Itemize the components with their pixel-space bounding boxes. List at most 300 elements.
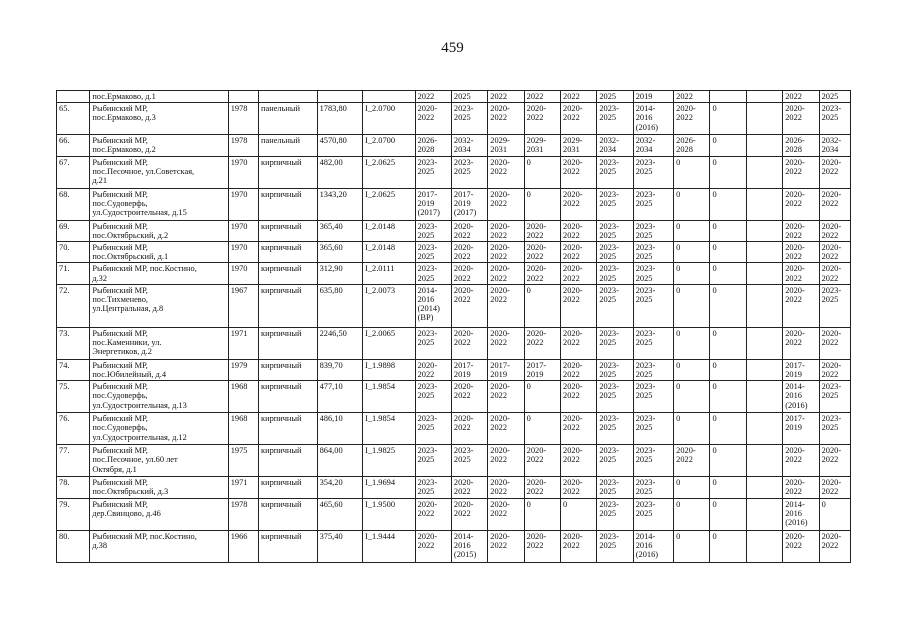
row-number-cell: 76.: [57, 413, 90, 445]
index-cell: I_2.0065: [363, 327, 416, 359]
period-cell: 2020- 2022: [415, 103, 451, 135]
period-cell: 0: [710, 135, 746, 156]
year-cell: 1970: [228, 242, 258, 263]
period-cell: 2020- 2022: [488, 220, 524, 241]
period-cell: 2023- 2025: [819, 413, 850, 445]
area-cell: 864,00: [317, 445, 362, 477]
period-cell: 2020- 2022: [451, 477, 487, 498]
period-cell: 2023- 2025: [597, 103, 633, 135]
row-number-cell: 75.: [57, 381, 90, 413]
period-cell: 2022: [561, 91, 597, 103]
period-cell: 2023- 2025: [597, 381, 633, 413]
period-cell: [746, 477, 782, 498]
period-cell: 0: [710, 188, 746, 220]
period-cell: 0: [674, 284, 710, 327]
year-cell: [228, 91, 258, 103]
period-cell: 2023- 2025: [597, 188, 633, 220]
wall-material-cell: кирпичный: [259, 359, 318, 380]
table-row: [57, 359, 851, 380]
year-cell: 1978: [228, 135, 258, 156]
area-cell: 1783,80: [317, 103, 362, 135]
address-cell: Рыбинский МР, пос.Юбилейный, д.4: [90, 359, 228, 380]
period-cell: 0: [674, 530, 710, 562]
period-cell: 2020- 2022: [524, 445, 560, 477]
period-cell: 2020- 2022: [488, 530, 524, 562]
period-cell: 2014- 2016 (2015): [451, 530, 487, 562]
wall-material-cell: кирпичный: [259, 498, 318, 530]
address-cell: Рыбинский МР, пос.Судоверфь, ул.Судостроительная, д.13: [90, 381, 228, 413]
period-cell: 2023- 2025: [633, 220, 673, 241]
index-cell: I_1.9854: [363, 381, 416, 413]
period-cell: 2020- 2022: [783, 530, 819, 562]
address-cell: Рыбинский МР, пос.Судоверфь, ул.Судостроительная, д.15: [90, 188, 228, 220]
period-cell: 0: [710, 530, 746, 562]
area-cell: 2246,50: [317, 327, 362, 359]
period-cell: 2023- 2025: [597, 284, 633, 327]
index-cell: I_1.9500: [363, 498, 416, 530]
wall-material-cell: [259, 91, 318, 103]
table-row: [57, 413, 851, 445]
wall-material-cell: кирпичный: [259, 530, 318, 562]
period-cell: 2014- 2016 (2016): [633, 103, 673, 135]
area-cell: 365,60: [317, 242, 362, 263]
period-cell: [746, 156, 782, 188]
table-row: [57, 103, 851, 135]
table-row: [57, 477, 851, 498]
period-cell: 2020- 2022: [561, 188, 597, 220]
period-cell: 0: [674, 220, 710, 241]
index-cell: I_2.0148: [363, 220, 416, 241]
period-cell: 2022: [524, 91, 560, 103]
period-cell: [746, 103, 782, 135]
wall-material-cell: кирпичный: [259, 220, 318, 241]
period-cell: 0: [674, 242, 710, 263]
index-cell: I_1.9825: [363, 445, 416, 477]
address-cell: Рыбинский МР, пос.Ермаково, д.3: [90, 103, 228, 135]
row-number-cell: 70.: [57, 242, 90, 263]
period-cell: 0: [819, 498, 850, 530]
period-cell: 2020- 2022: [488, 445, 524, 477]
period-cell: 2020- 2022: [783, 263, 819, 284]
period-cell: 2020- 2022: [524, 220, 560, 241]
period-cell: 2025: [597, 91, 633, 103]
period-cell: 2023- 2025: [415, 156, 451, 188]
area-cell: 477,10: [317, 381, 362, 413]
period-cell: 2017- 2019: [783, 359, 819, 380]
period-cell: 0: [524, 284, 560, 327]
period-cell: 0: [674, 381, 710, 413]
period-cell: 2014- 2016 (2016): [633, 530, 673, 562]
table-row: [57, 220, 851, 241]
period-cell: 2020- 2022: [415, 498, 451, 530]
period-cell: 2020- 2022: [819, 359, 850, 380]
period-cell: 2020- 2022: [783, 156, 819, 188]
index-cell: [363, 91, 416, 103]
period-cell: 0: [710, 445, 746, 477]
period-cell: 2020- 2022: [415, 530, 451, 562]
period-cell: [746, 91, 782, 103]
period-cell: 2017- 2019 (2017): [451, 188, 487, 220]
period-cell: 0: [674, 188, 710, 220]
period-cell: 0: [524, 498, 560, 530]
row-number-cell: 72.: [57, 284, 90, 327]
index-cell: I_2.0148: [363, 242, 416, 263]
address-cell: Рыбинский МР, пос.Октябрьский, д.3: [90, 477, 228, 498]
period-cell: [746, 263, 782, 284]
year-cell: 1970: [228, 263, 258, 284]
period-cell: 2020- 2022: [488, 413, 524, 445]
period-cell: 2023- 2025: [415, 327, 451, 359]
period-cell: 2019: [633, 91, 673, 103]
address-cell: Рыбинский МР, пос.Костино, д.38: [90, 530, 228, 562]
period-cell: 2020- 2022: [451, 220, 487, 241]
period-cell: 2020- 2022: [488, 381, 524, 413]
period-cell: 2020- 2022: [561, 284, 597, 327]
period-cell: [746, 135, 782, 156]
address-cell: Рыбинский МР, пос.Костино, д.32: [90, 263, 228, 284]
period-cell: 2020- 2022: [674, 445, 710, 477]
period-cell: 2014- 2016 (2014) (ВР): [415, 284, 451, 327]
period-cell: 2023- 2025: [597, 498, 633, 530]
period-cell: 2023- 2025: [633, 156, 673, 188]
year-cell: 1978: [228, 498, 258, 530]
row-number-cell: 78.: [57, 477, 90, 498]
period-cell: 2023- 2025: [415, 477, 451, 498]
period-cell: 2014- 2016 (2016): [783, 498, 819, 530]
period-cell: 2023- 2025: [597, 156, 633, 188]
period-cell: [746, 284, 782, 327]
period-cell: 2020- 2022: [561, 103, 597, 135]
period-cell: 2023- 2025: [597, 477, 633, 498]
period-cell: 2020- 2022: [488, 156, 524, 188]
period-cell: [746, 327, 782, 359]
period-cell: 2020- 2022: [783, 188, 819, 220]
period-cell: 0: [674, 156, 710, 188]
year-cell: 1968: [228, 413, 258, 445]
index-cell: I_2.0625: [363, 188, 416, 220]
table-row: [57, 445, 851, 477]
period-cell: [746, 530, 782, 562]
period-cell: [746, 359, 782, 380]
period-cell: 2023- 2025: [597, 359, 633, 380]
period-cell: 0: [674, 413, 710, 445]
row-number-cell: 68.: [57, 188, 90, 220]
period-cell: 0: [674, 498, 710, 530]
period-cell: 2020- 2022: [451, 413, 487, 445]
address-cell: Рыбинский МР, пос.Тихменево, ул.Центральная, д.8: [90, 284, 228, 327]
period-cell: 2023- 2025: [819, 381, 850, 413]
wall-material-cell: кирпичный: [259, 284, 318, 327]
period-cell: 2020- 2022: [674, 103, 710, 135]
year-cell: 1966: [228, 530, 258, 562]
period-cell: 2023- 2025: [633, 381, 673, 413]
period-cell: 2020- 2022: [819, 445, 850, 477]
address-cell: Рыбинский МР, дер.Свинцово, д.46: [90, 498, 228, 530]
period-cell: 2020- 2022: [819, 530, 850, 562]
period-cell: 2022: [488, 91, 524, 103]
period-cell: 2020- 2022: [561, 413, 597, 445]
period-cell: 0: [710, 498, 746, 530]
period-cell: 2020- 2022: [488, 242, 524, 263]
wall-material-cell: панельный: [259, 103, 318, 135]
period-cell: 2020- 2022: [415, 359, 451, 380]
index-cell: I_1.9854: [363, 413, 416, 445]
period-cell: 2023- 2025: [415, 220, 451, 241]
index-cell: I_2.0700: [363, 135, 416, 156]
wall-material-cell: кирпичный: [259, 413, 318, 445]
period-cell: 2023- 2025: [633, 263, 673, 284]
year-cell: 1967: [228, 284, 258, 327]
period-cell: 2020- 2022: [783, 445, 819, 477]
period-cell: [746, 445, 782, 477]
area-cell: 312,90: [317, 263, 362, 284]
period-cell: 2023- 2025: [819, 103, 850, 135]
period-cell: 2020- 2022: [561, 530, 597, 562]
period-cell: 2029- 2031: [488, 135, 524, 156]
period-cell: 0: [710, 327, 746, 359]
table-body: [57, 91, 851, 563]
address-cell: Рыбинский МР, пос.Песочное, ул.Советская, д.21: [90, 156, 228, 188]
area-cell: 375,40: [317, 530, 362, 562]
period-cell: 2020- 2022: [451, 381, 487, 413]
row-number-cell: 71.: [57, 263, 90, 284]
period-cell: 2023- 2025: [633, 284, 673, 327]
table-row: [57, 91, 851, 103]
period-cell: 2020- 2022: [783, 477, 819, 498]
row-number-cell: 77.: [57, 445, 90, 477]
period-cell: [746, 498, 782, 530]
period-cell: 0: [524, 413, 560, 445]
period-cell: 0: [710, 103, 746, 135]
period-cell: 2022: [674, 91, 710, 103]
area-cell: 486,10: [317, 413, 362, 445]
period-cell: 0: [710, 413, 746, 445]
period-cell: [746, 220, 782, 241]
period-cell: 2023- 2025: [597, 242, 633, 263]
period-cell: 2020- 2022: [819, 263, 850, 284]
period-cell: 2017- 2019: [783, 413, 819, 445]
row-number-cell: 80.: [57, 530, 90, 562]
period-cell: 0: [710, 263, 746, 284]
period-cell: 2032- 2034: [451, 135, 487, 156]
index-cell: I_1.9444: [363, 530, 416, 562]
period-cell: 2020- 2022: [451, 498, 487, 530]
period-cell: 2020- 2022: [561, 220, 597, 241]
row-number-cell: 66.: [57, 135, 90, 156]
period-cell: 2020- 2022: [819, 220, 850, 241]
year-cell: 1970: [228, 220, 258, 241]
period-cell: 0: [710, 477, 746, 498]
wall-material-cell: кирпичный: [259, 381, 318, 413]
period-cell: 2023- 2025: [597, 220, 633, 241]
area-cell: 354,20: [317, 477, 362, 498]
period-cell: 2020- 2022: [783, 103, 819, 135]
wall-material-cell: кирпичный: [259, 445, 318, 477]
address-cell: Рыбинский МР, пос.Каменники, ул. Энергетиков, д.2: [90, 327, 228, 359]
period-cell: 2020- 2022: [819, 242, 850, 263]
period-cell: 2017- 2019: [524, 359, 560, 380]
period-cell: 2020- 2022: [783, 220, 819, 241]
period-cell: 2020- 2022: [819, 477, 850, 498]
year-cell: 1968: [228, 381, 258, 413]
period-cell: 2026- 2028: [674, 135, 710, 156]
row-number-cell: 74.: [57, 359, 90, 380]
period-cell: 0: [561, 498, 597, 530]
index-cell: I_2.0625: [363, 156, 416, 188]
area-cell: 465,60: [317, 498, 362, 530]
period-cell: 0: [674, 327, 710, 359]
period-cell: 2023- 2025: [819, 284, 850, 327]
index-cell: I_2.0700: [363, 103, 416, 135]
period-cell: [746, 188, 782, 220]
wall-material-cell: кирпичный: [259, 242, 318, 263]
period-cell: 0: [710, 156, 746, 188]
period-cell: 2020- 2022: [524, 530, 560, 562]
period-cell: 0: [524, 188, 560, 220]
period-cell: 2017- 2019: [451, 359, 487, 380]
index-cell: I_1.9898: [363, 359, 416, 380]
wall-material-cell: кирпичный: [259, 188, 318, 220]
period-cell: 2023- 2025: [633, 413, 673, 445]
period-cell: 2020- 2022: [524, 477, 560, 498]
period-cell: 2032- 2034: [597, 135, 633, 156]
period-cell: 2020- 2022: [524, 327, 560, 359]
period-cell: 2023- 2025: [597, 263, 633, 284]
housing-repair-schedule-table: [56, 90, 851, 563]
period-cell: 2025: [819, 91, 850, 103]
area-cell: 365,40: [317, 220, 362, 241]
period-cell: 2020- 2022: [561, 445, 597, 477]
address-cell: Рыбинский МР, пос.Песочное, ул.60 лет Октября, д.1: [90, 445, 228, 477]
year-cell: 1971: [228, 327, 258, 359]
area-cell: 482,00: [317, 156, 362, 188]
period-cell: 2022: [783, 91, 819, 103]
period-cell: 2020- 2022: [819, 327, 850, 359]
address-cell: Рыбинский МР, пос.Октябрьский, д.2: [90, 220, 228, 241]
year-cell: 1975: [228, 445, 258, 477]
period-cell: 2020- 2022: [524, 242, 560, 263]
period-cell: 0: [674, 263, 710, 284]
area-cell: 4570,80: [317, 135, 362, 156]
period-cell: 0: [710, 359, 746, 380]
table-row: [57, 156, 851, 188]
period-cell: 2020- 2022: [783, 327, 819, 359]
period-cell: 2020- 2022: [488, 477, 524, 498]
year-cell: 1979: [228, 359, 258, 380]
period-cell: 2022: [415, 91, 451, 103]
row-number-cell: 67.: [57, 156, 90, 188]
year-cell: 1978: [228, 103, 258, 135]
row-number-cell: 69.: [57, 220, 90, 241]
period-cell: 2026- 2028: [415, 135, 451, 156]
period-cell: 2020- 2022: [783, 242, 819, 263]
period-cell: 2032- 2034: [819, 135, 850, 156]
period-cell: 2020- 2022: [561, 477, 597, 498]
period-cell: 2020- 2022: [524, 263, 560, 284]
wall-material-cell: кирпичный: [259, 327, 318, 359]
wall-material-cell: кирпичный: [259, 477, 318, 498]
period-cell: 2023- 2025: [415, 445, 451, 477]
period-cell: 2020- 2022: [451, 263, 487, 284]
period-cell: 2014- 2016 (2016): [783, 381, 819, 413]
period-cell: 2020- 2022: [488, 284, 524, 327]
area-cell: 1343,20: [317, 188, 362, 220]
period-cell: 2026- 2028: [783, 135, 819, 156]
year-cell: 1971: [228, 477, 258, 498]
table-row: [57, 530, 851, 562]
table-row: [57, 242, 851, 263]
period-cell: 2023- 2025: [633, 498, 673, 530]
period-cell: 2023- 2025: [633, 477, 673, 498]
period-cell: 2029- 2031: [561, 135, 597, 156]
area-cell: [317, 91, 362, 103]
table-row: [57, 188, 851, 220]
period-cell: 0: [710, 284, 746, 327]
period-cell: 0: [674, 359, 710, 380]
period-cell: 2023- 2025: [597, 413, 633, 445]
address-cell: Рыбинский МР, пос.Октябрьский, д.1: [90, 242, 228, 263]
period-cell: 2023- 2025: [633, 445, 673, 477]
period-cell: 2020- 2022: [451, 284, 487, 327]
period-cell: 2020- 2022: [488, 188, 524, 220]
row-number-cell: 65.: [57, 103, 90, 135]
period-cell: 2029- 2031: [524, 135, 560, 156]
period-cell: 2020- 2022: [561, 327, 597, 359]
period-cell: 2017- 2019: [488, 359, 524, 380]
row-number-cell: 79.: [57, 498, 90, 530]
index-cell: I_2.0073: [363, 284, 416, 327]
period-cell: 0: [710, 220, 746, 241]
period-cell: 2020- 2022: [561, 242, 597, 263]
period-cell: 2020- 2022: [561, 359, 597, 380]
period-cell: 2020- 2022: [783, 284, 819, 327]
period-cell: 2020- 2022: [819, 188, 850, 220]
index-cell: I_1.9694: [363, 477, 416, 498]
row-number-cell: [57, 91, 90, 103]
period-cell: 2023- 2025: [415, 242, 451, 263]
period-cell: 2020- 2022: [488, 498, 524, 530]
period-cell: 2023- 2025: [415, 413, 451, 445]
period-cell: 2023- 2025: [597, 530, 633, 562]
period-cell: 2020- 2022: [451, 242, 487, 263]
period-cell: 2020- 2022: [488, 263, 524, 284]
area-cell: 635,80: [317, 284, 362, 327]
address-cell: пос.Ермаково, д.1: [90, 91, 228, 103]
period-cell: 0: [524, 381, 560, 413]
period-cell: [746, 381, 782, 413]
area-cell: 839,70: [317, 359, 362, 380]
period-cell: [710, 91, 746, 103]
wall-material-cell: кирпичный: [259, 156, 318, 188]
table-row: [57, 263, 851, 284]
period-cell: 2020- 2022: [561, 263, 597, 284]
wall-material-cell: кирпичный: [259, 263, 318, 284]
period-cell: 2023- 2025: [451, 156, 487, 188]
period-cell: 2020- 2022: [561, 381, 597, 413]
period-cell: 2020- 2022: [488, 103, 524, 135]
period-cell: 2020- 2022: [819, 156, 850, 188]
period-cell: 2020- 2022: [488, 327, 524, 359]
period-cell: 0: [674, 477, 710, 498]
period-cell: 2023- 2025: [633, 242, 673, 263]
period-cell: [746, 413, 782, 445]
table-row: [57, 498, 851, 530]
period-cell: 2020- 2022: [561, 156, 597, 188]
period-cell: 2017- 2019 (2017): [415, 188, 451, 220]
period-cell: 0: [710, 381, 746, 413]
table-row: [57, 135, 851, 156]
table-row: [57, 284, 851, 327]
